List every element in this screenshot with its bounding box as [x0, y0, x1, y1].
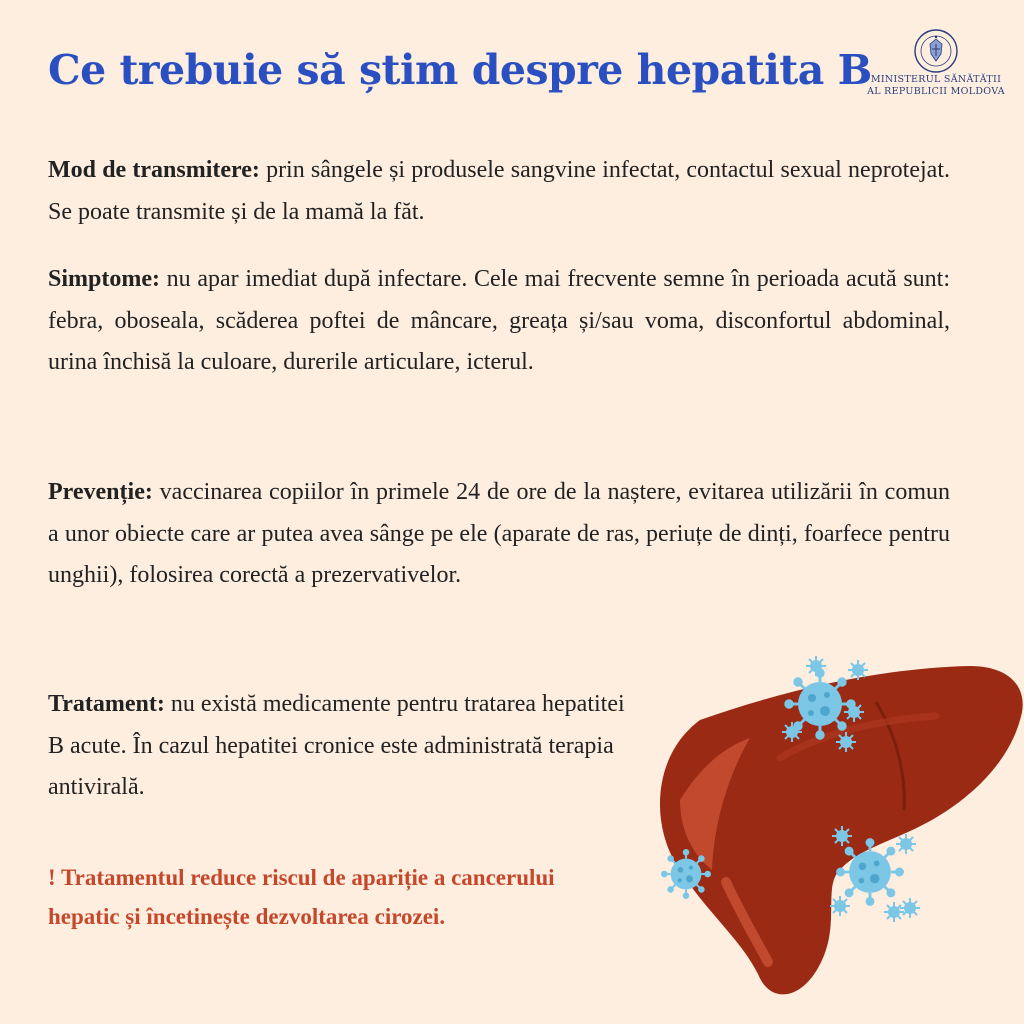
section-label: Tratament: — [48, 691, 165, 717]
section-label: Prevenție: — [48, 479, 153, 505]
section-text: prin sângele și produsele sangvine infectat, contactul sexual neprotejat. Se poate transmite și de la mamă la făt. — [48, 157, 950, 225]
ministry-seal-icon — [913, 28, 959, 74]
page-title: Ce trebuie să știm despre hepatita B — [48, 46, 872, 94]
logo-line-1: MINISTERUL SĂNĂTĂȚII — [870, 74, 1002, 85]
section-label: Simptome: — [48, 266, 160, 292]
section-symptoms — [48, 259, 950, 384]
section-text: nu apar imediat după infectare. Cele mai frecvente semne în perioada acută sunt: febra, oboseala, scăderea poftei de mâncare, greața și/sau voma, disconfortul abdominal, urina închisă la culoare, durerile articulare, icterul. — [48, 266, 950, 375]
section-text: nu există medicamente pentru tratarea hepatitei B acute. În cazul hepatitei cronice este administrată terapia antivirală. — [48, 691, 625, 800]
section-treatment — [48, 684, 638, 809]
logo-line-2: AL REPUBLICII MOLDOVA — [867, 86, 1005, 97]
section-prevention — [48, 472, 950, 597]
ministry-logo — [866, 28, 1006, 98]
treatment-warning: ! Tratamentul reduce riscul de apariție a cancerului hepatic și încetinește dezvoltarea cirozei. — [48, 865, 555, 929]
liver-with-virus-icon — [640, 650, 1024, 1024]
section-label: Mod de transmitere: — [48, 157, 260, 183]
section-text: vaccinarea copiilor în primele 24 de ore de la naștere, evitarea utilizării în comun a unor obiecte care ar putea avea sânge pe ele (aparate de ras, periuțe de dinți, foarfece pentru unghii), folosirea corectă a prezervativelor. — [48, 479, 950, 588]
section-transmission — [48, 150, 950, 233]
